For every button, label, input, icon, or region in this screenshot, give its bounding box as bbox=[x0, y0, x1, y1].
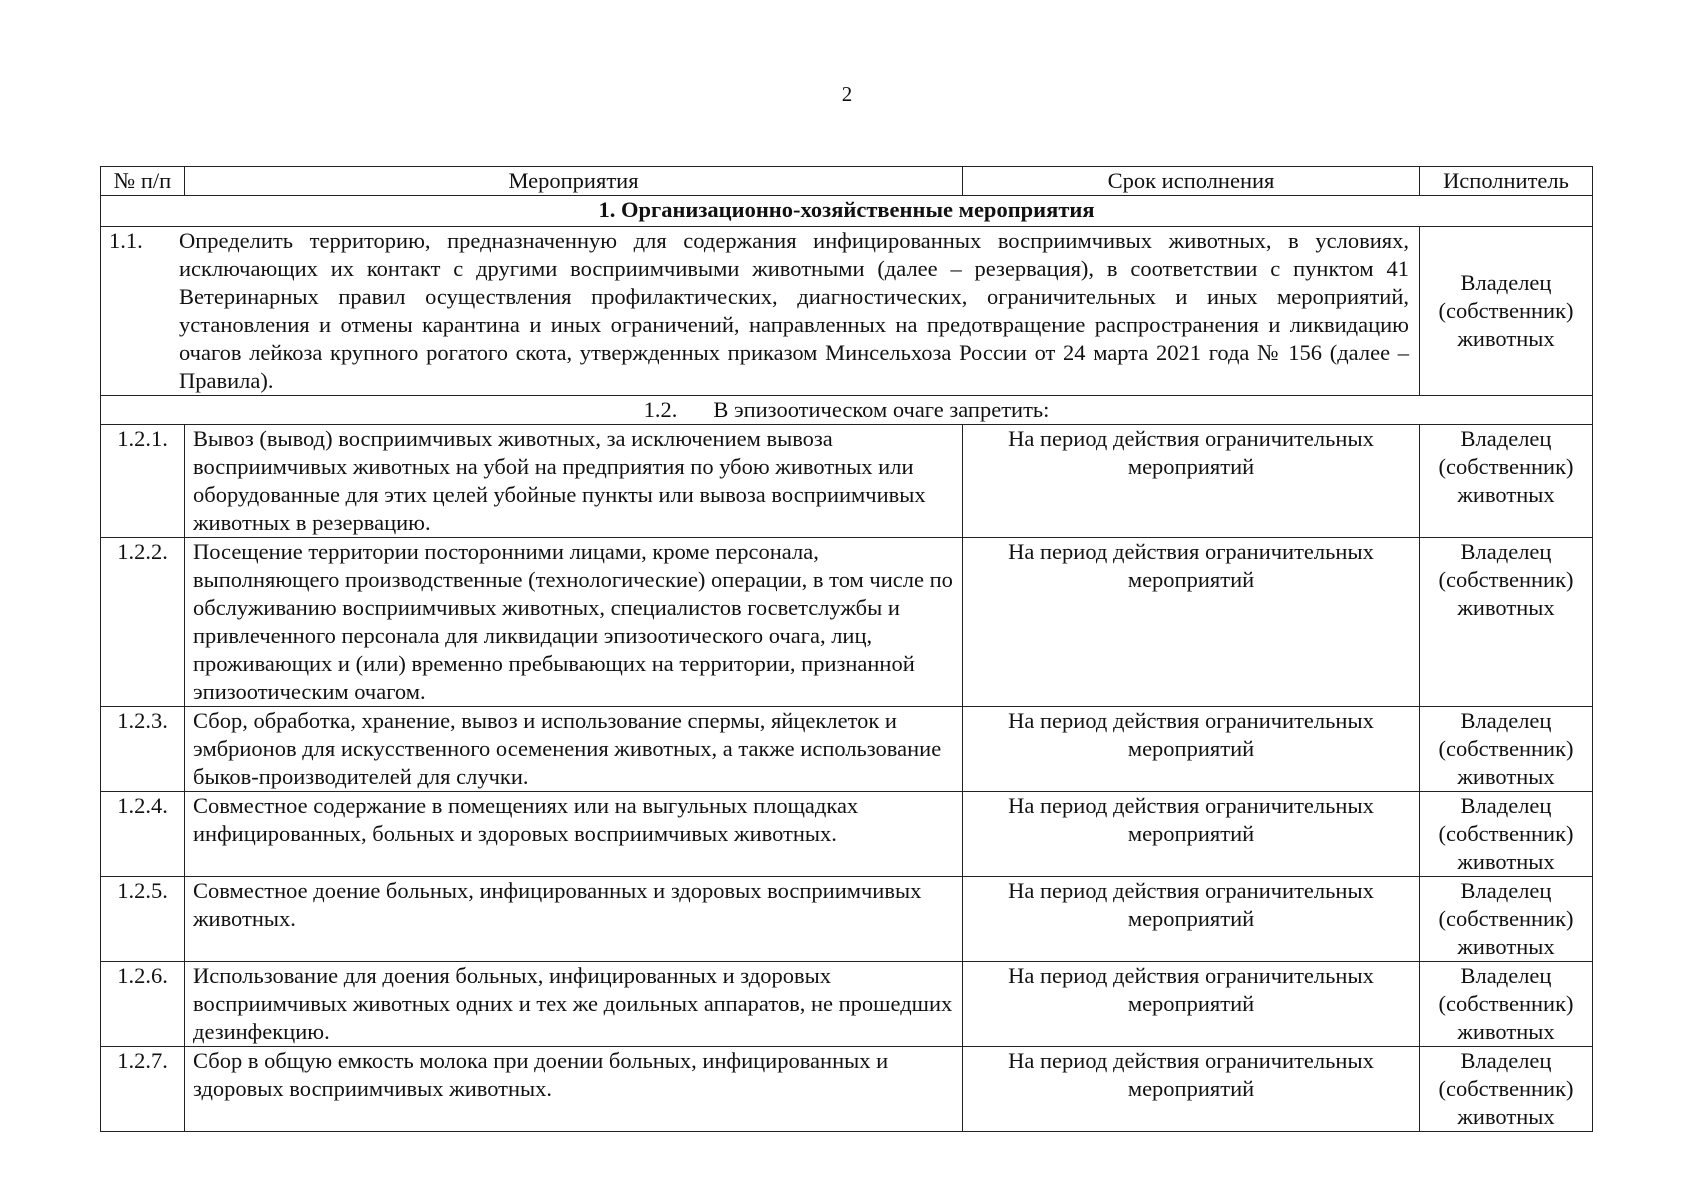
table-row bbox=[101, 538, 1593, 707]
subsection-row bbox=[101, 396, 1593, 425]
subsection-cell bbox=[101, 396, 1593, 425]
row-term: На период действия ограничительных мероприятий bbox=[963, 538, 1420, 707]
row-term: На период действия ограничительных мероприятий bbox=[963, 1047, 1420, 1132]
row-executor: Владелец (собственник) животных bbox=[1420, 792, 1593, 877]
row-text: Посещение территории посторонними лицами, кроме персонала, выполняющего производственные (технологические) операции, в том числе по обслуживанию восприимчивых животных, специалистов госветслужбы и привлеченного персонала для ликвидации эпизоотического очага, лиц, проживающих и (или) временно пребывающих на территории, признанной эпизоотическим очагом. bbox=[185, 538, 963, 707]
page-number: 2 bbox=[841, 82, 853, 106]
row-num: 1.2.5. bbox=[101, 877, 185, 962]
row-executor: Владелец (собственник) животных bbox=[1420, 425, 1593, 538]
header-term: Срок исполнения bbox=[963, 167, 1420, 196]
item-1-2-text: В эпизоотическом очаге запретить: bbox=[713, 397, 1050, 422]
table-row bbox=[101, 792, 1593, 877]
row-executor: Владелец (собственник) животных bbox=[1420, 1047, 1593, 1132]
header-activities: Мероприятия bbox=[185, 167, 963, 196]
item-1-1-cell bbox=[101, 227, 1420, 396]
row-text: Использование для доения больных, инфицированных и здоровых восприимчивых животных одних и тех же доильных аппаратов, не прошедших дезинфекцию. bbox=[185, 962, 963, 1047]
row-term: На период действия ограничительных мероприятий bbox=[963, 707, 1420, 792]
item-1-1-num: 1.1. bbox=[109, 228, 143, 253]
measures-table-container bbox=[100, 166, 1592, 1132]
row-num: 1.2.2. bbox=[101, 538, 185, 707]
table-row bbox=[101, 227, 1593, 396]
row-executor: Владелец (собственник) животных bbox=[1420, 962, 1593, 1047]
row-term: На период действия ограничительных мероприятий bbox=[963, 792, 1420, 877]
row-executor: Владелец (собственник) животных bbox=[1420, 877, 1593, 962]
row-num: 1.2.1. bbox=[101, 425, 185, 538]
section-title: 1. Организационно-хозяйственные мероприятия bbox=[101, 196, 1593, 227]
table-row bbox=[101, 707, 1593, 792]
row-num: 1.2.6. bbox=[101, 962, 185, 1047]
row-term: На период действия ограничительных мероприятий bbox=[963, 877, 1420, 962]
item-1-1-executor: Владелец (собственник) животных bbox=[1420, 227, 1593, 396]
row-term: На период действия ограничительных мероприятий bbox=[963, 962, 1420, 1047]
table-row bbox=[101, 425, 1593, 538]
row-executor: Владелец (собственник) животных bbox=[1420, 538, 1593, 707]
row-text: Совместное содержание в помещениях или на выгульных площадках инфицированных, больных и здоровых восприимчивых животных. bbox=[185, 792, 963, 877]
table-row bbox=[101, 1047, 1593, 1132]
header-executor: Исполнитель bbox=[1420, 167, 1593, 196]
item-1-2-num: 1.2. bbox=[643, 397, 678, 422]
row-text: Сбор в общую емкость молока при доении больных, инфицированных и здоровых восприимчивых животных. bbox=[185, 1047, 963, 1132]
section-title-row bbox=[101, 196, 1593, 227]
header-num: № п/п bbox=[101, 167, 185, 196]
measures-table bbox=[100, 166, 1593, 1132]
row-term: На период действия ограничительных мероприятий bbox=[963, 425, 1420, 538]
row-text: Совместное доение больных, инфицированных и здоровых восприимчивых животных. bbox=[185, 877, 963, 962]
table-header-row bbox=[101, 167, 1593, 196]
row-num: 1.2.7. bbox=[101, 1047, 185, 1132]
row-num: 1.2.3. bbox=[101, 707, 185, 792]
row-text: Вывоз (вывод) восприимчивых животных, за исключением вывоза восприимчивых животных на убой на предприятия по убою животных или оборудованные для этих целей убойные пункты или вывоза восприимчивых животных в резервацию. bbox=[185, 425, 963, 538]
row-num: 1.2.4. bbox=[101, 792, 185, 877]
item-1-1-text: Определить территорию, предназначенную для содержания инфицированных восприимчивых животных, в условиях, исключающих их контакт с другими восприимчивыми животными (далее – резервация), в соответствии с пунктом 41 Ветеринарных правил осуществления профилактических, диагностических, ограничительных и иных мероприятий, установления и отмены карантина и иных ограничений, направленных на предотвращение распространения и ликвидацию очагов лейкоза крупного рогатого скота, утвержденных приказом Минсельхоза России от 24 марта 2021 года № 156 (далее – Правила). bbox=[179, 228, 1409, 393]
row-executor: Владелец (собственник) животных bbox=[1420, 707, 1593, 792]
table-row bbox=[101, 962, 1593, 1047]
table-row bbox=[101, 877, 1593, 962]
row-text: Сбор, обработка, хранение, вывоз и использование спермы, яйцеклеток и эмбрионов для искусственного осеменения животных, а также использование быков-производителей для случки. bbox=[185, 707, 963, 792]
